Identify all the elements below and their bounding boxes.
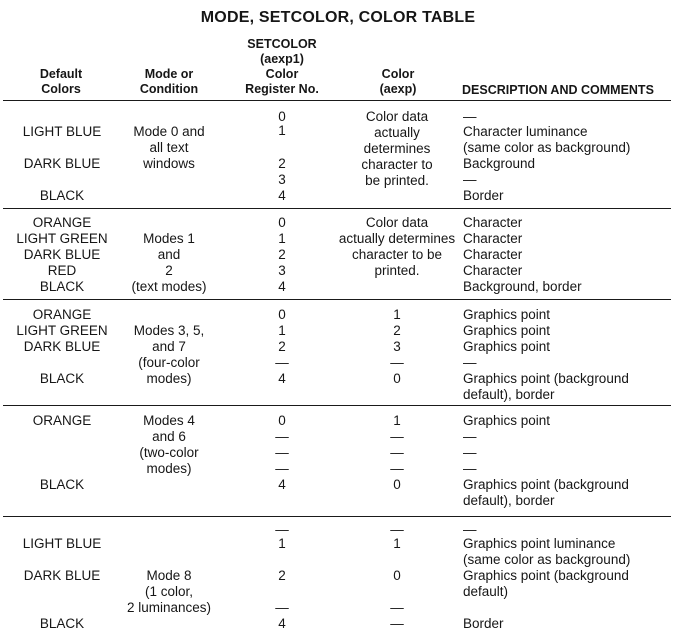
mode-condition: Modes 3, 5, and 7 (four-color modes) (133, 323, 205, 386)
description: Border (463, 188, 504, 203)
color-register: 3 (278, 172, 286, 187)
color-register: 1 (278, 231, 286, 246)
description: (same color as background) (463, 140, 631, 155)
color-aexp: — (390, 616, 404, 631)
color-register: — (275, 429, 289, 444)
description: Graphics point (background (463, 371, 629, 386)
default-color: BLACK (39, 188, 85, 203)
mode-condition: Modes 4 and 6 (two-color modes) (139, 413, 199, 476)
color-aexp: 3 (393, 339, 401, 354)
color-aexp: — (390, 355, 404, 370)
description: — (463, 461, 477, 476)
color-aexp: 1 (393, 413, 401, 428)
color-aexp: — (390, 429, 404, 444)
default-color: DARK BLUE (23, 247, 101, 262)
default-color: DARK BLUE (23, 339, 101, 354)
color-aexp: Color data actually determines character to be printed. (338, 215, 456, 278)
default-color: RED (47, 263, 77, 278)
color-aexp: 2 (393, 323, 401, 338)
description: Character luminance (463, 124, 588, 139)
header-description: DESCRIPTION AND COMMENTS (462, 83, 654, 97)
color-register: 2 (278, 568, 286, 583)
header-default-colors: Default Colors (39, 67, 83, 96)
header-color-aexp: Color (aexp) (379, 67, 417, 96)
description: Character (463, 263, 523, 278)
color-aexp: — (390, 522, 404, 537)
color-register: 1 (278, 123, 286, 138)
section-rule (3, 208, 671, 209)
default-color: LIGHT GREEN (16, 323, 108, 338)
color-aexp: — (390, 461, 404, 476)
mode-condition: Modes 1 and 2 (text modes) (131, 231, 207, 294)
color-register: 4 (278, 616, 286, 631)
header-setcolor-register: SETCOLOR (aexp1) Color Register No. (245, 37, 319, 96)
color-aexp: 1 (393, 536, 401, 551)
color-register: 1 (278, 536, 286, 551)
description: — (463, 522, 477, 537)
color-register: 2 (278, 247, 286, 262)
color-register: 2 (278, 339, 286, 354)
description: — (463, 355, 477, 370)
color-aexp: 1 (393, 307, 401, 322)
description: Character (463, 215, 523, 230)
default-color: ORANGE (32, 413, 92, 428)
section-rule (3, 299, 671, 300)
description: — (463, 172, 477, 187)
color-register: 4 (278, 371, 286, 386)
description: Graphics point (background (463, 477, 629, 492)
color-register: 3 (278, 263, 286, 278)
mode-condition: Mode 0 and all text windows (133, 124, 205, 171)
color-register: 0 (278, 215, 286, 230)
default-color: BLACK (39, 371, 85, 386)
description: — (463, 429, 477, 444)
color-register: 4 (278, 477, 286, 492)
color-register: — (275, 522, 289, 537)
description: — (463, 445, 477, 460)
color-register: 1 (278, 323, 286, 338)
default-color: LIGHT BLUE (22, 124, 102, 139)
color-aexp: 0 (393, 371, 401, 386)
color-register: 0 (278, 307, 286, 322)
description: Graphics point (background (463, 568, 629, 583)
default-color: ORANGE (32, 215, 92, 230)
description: Graphics point (463, 413, 551, 428)
description: Border (463, 616, 504, 631)
description: Background, border (463, 279, 582, 294)
default-color: LIGHT GREEN (16, 231, 108, 246)
color-aexp: Color data actually determines character to be printed. (361, 109, 433, 188)
description: — (463, 109, 477, 124)
default-color: DARK BLUE (23, 568, 101, 583)
description: default), border (463, 387, 555, 402)
description: default), border (463, 493, 555, 508)
color-aexp: 0 (393, 568, 401, 583)
default-color: BLACK (39, 477, 85, 492)
default-color: BLACK (39, 279, 85, 294)
color-aexp: 0 (393, 477, 401, 492)
color-register: — (275, 355, 289, 370)
default-color: ORANGE (32, 307, 92, 322)
color-register: — (275, 600, 289, 615)
description: Character (463, 247, 523, 262)
section-rule (3, 516, 671, 517)
header-mode-or-condition: Mode or Condition (139, 67, 199, 96)
header-rule (3, 100, 671, 101)
color-register: 4 (278, 279, 286, 294)
color-aexp: — (390, 600, 404, 615)
description: Graphics point (463, 339, 551, 354)
description: Graphics point luminance (463, 536, 616, 551)
description: default) (463, 584, 509, 599)
mode-condition: Mode 8 (1 color, 2 luminances) (126, 568, 212, 615)
color-register: — (275, 461, 289, 476)
description: Character (463, 231, 523, 246)
default-color: DARK BLUE (23, 156, 101, 171)
table-title: MODE, SETCOLOR, COLOR TABLE (200, 9, 476, 26)
description: Graphics point (463, 323, 551, 338)
color-register: — (275, 445, 289, 460)
color-register: 2 (278, 156, 286, 171)
default-color: LIGHT BLUE (22, 536, 102, 551)
description: Background (463, 156, 536, 171)
section-rule (3, 405, 671, 406)
description: (same color as background) (463, 552, 631, 567)
color-register: 4 (278, 188, 286, 203)
color-aexp: — (390, 445, 404, 460)
default-color: BLACK (39, 616, 85, 631)
description: Graphics point (463, 307, 551, 322)
color-register: 0 (278, 413, 286, 428)
color-register: 0 (278, 109, 286, 124)
